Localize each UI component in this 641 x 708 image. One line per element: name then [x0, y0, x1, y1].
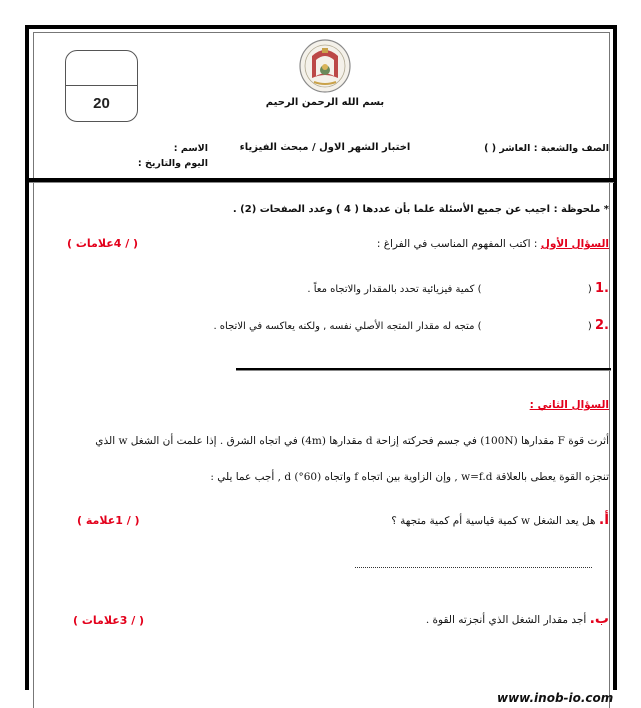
part-letter: أ. [598, 512, 609, 528]
exam-title: اختبار الشهر الاول / مبحث الفيزياء [239, 142, 411, 153]
question2-paragraph-line: أثرت قوة F مقدارها (100N) في جسم فحركته إزاحة d مقدارها (4m) في اتجاه الشرق . إذا علمت أن الشغل w الذي [95, 435, 609, 447]
score-obtained-field[interactable] [66, 51, 137, 86]
item-text: كمية فيزيائية تحدد بالمقدار والاتجاه معاً . [307, 284, 475, 295]
question2-heading [530, 399, 609, 411]
website-watermark: www.inob-io.com [497, 691, 614, 705]
section-divider [236, 368, 611, 371]
question2-label: السؤال الثاني : [529, 399, 609, 411]
blank-open: ( [587, 284, 592, 295]
question2-paragraph-line: تنجزه القوة يعطى بالعلاقة w=f.d , وإن الزاوية بين اتجاه f واتجاه d (°60) , أجب عما يلي : [210, 471, 609, 483]
part-a-marks: ( / 1علامة ) [77, 514, 140, 527]
score-total: 20 [93, 95, 110, 112]
header-divider [29, 178, 614, 183]
question1-prompt: : اكتب المفهوم المناسب في الفراغ : [376, 238, 541, 250]
blank-close: ) [477, 284, 482, 295]
basmala-text: بسم الله الرحمن الرحيم [265, 97, 385, 108]
question1-label: السؤال الأول [540, 238, 609, 250]
part-b-marks: ( / 3علامات ) [73, 614, 145, 627]
student-name-label: الاسم : [173, 143, 208, 154]
question2-part-a [391, 512, 609, 528]
item-number: .2 [595, 318, 609, 333]
item-text: متجه له مقدار المتجه الأصلي نفسه , ولكنه يعاكسه في الاتجاه . [213, 321, 475, 332]
page-border [25, 25, 617, 690]
answer-dotted-line[interactable] [355, 567, 592, 568]
question1-item [213, 318, 609, 333]
blank-open: ( [587, 321, 592, 332]
question1-marks: ( / 4علامات ) [67, 237, 139, 250]
coat-of-arms-icon [298, 38, 352, 94]
part-text: هل يعد الشغل w كمية قياسية أم كمية متجهة ؟ [391, 515, 596, 527]
part-letter: ب. [589, 611, 609, 627]
part-text: أجد مقدار الشغل الذي أنجزته القوة . [425, 614, 587, 626]
question2-part-b [426, 611, 609, 627]
score-box [65, 50, 138, 122]
class-section-field: الصف والشعبة : العاشر ( ) [484, 143, 609, 154]
item-number: .1 [595, 281, 609, 296]
day-date-label: اليوم والتاريخ : [137, 158, 208, 169]
question1-heading [377, 238, 609, 250]
exam-note: * ملحوظة : اجيب عن جميع الأسئلة علما بأن عددها ( 4 ) وعدد الصفحات (2) . [232, 204, 609, 215]
blank-close: ) [477, 321, 482, 332]
question1-item [307, 281, 609, 296]
